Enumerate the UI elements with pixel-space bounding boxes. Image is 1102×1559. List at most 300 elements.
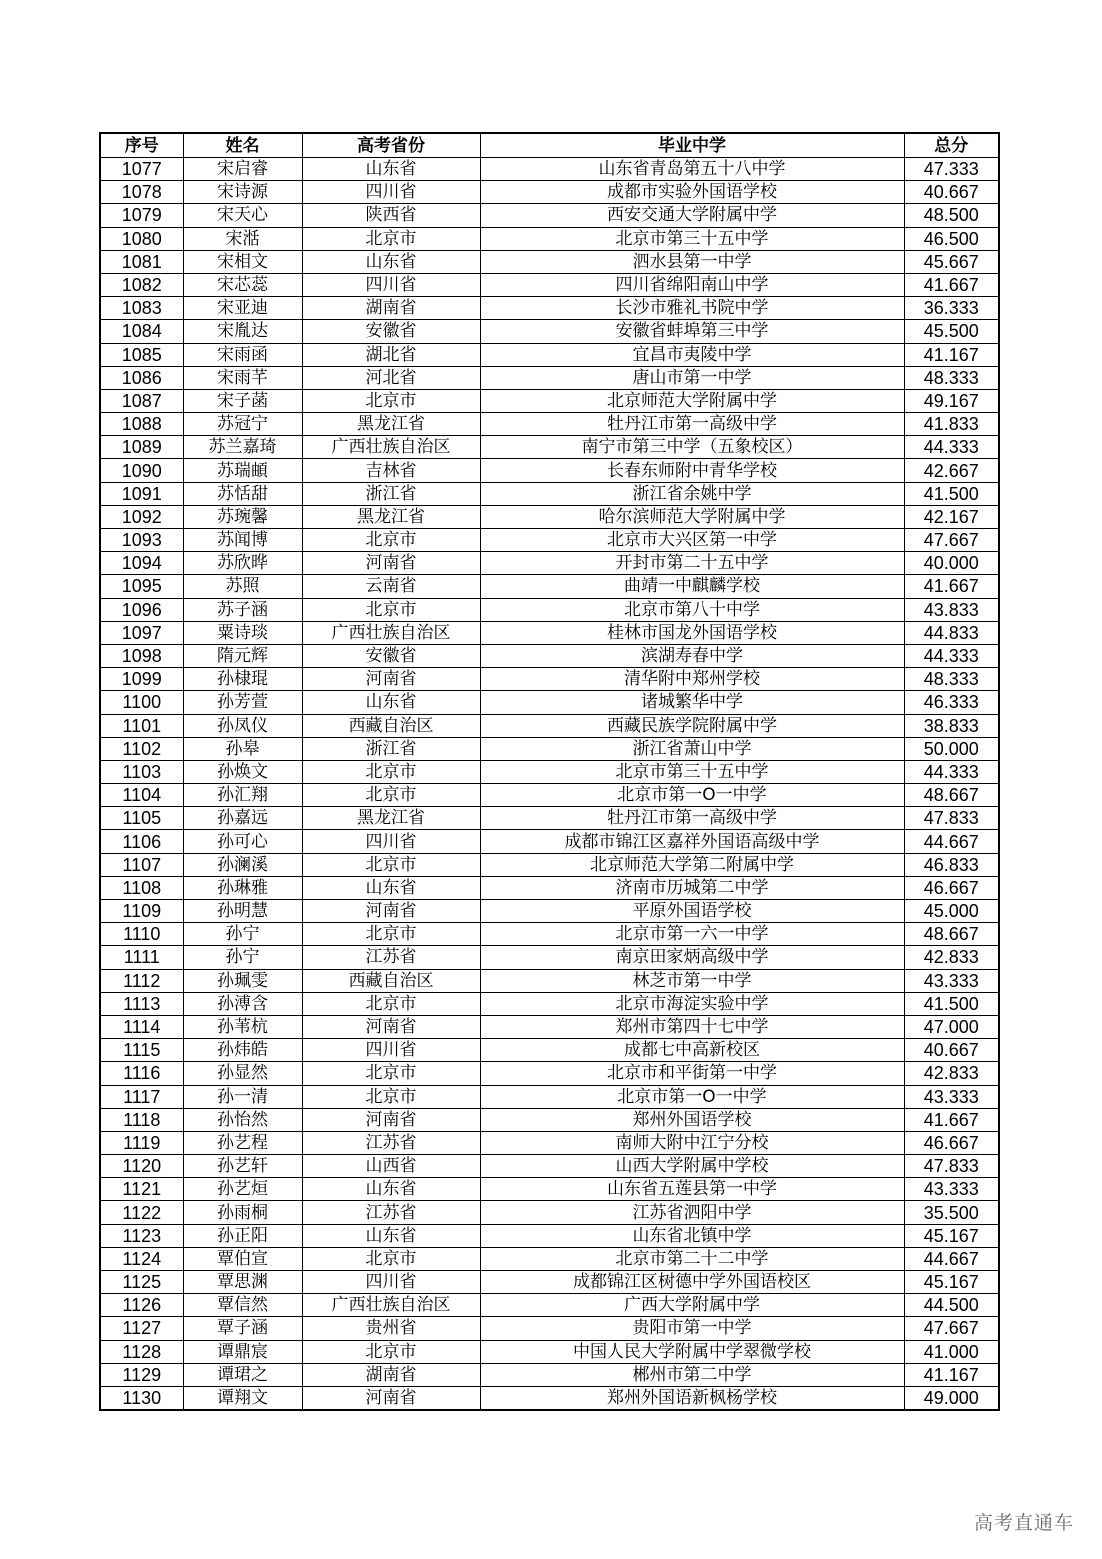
cell-province: 北京市 (302, 1085, 480, 1108)
table-row (100, 760, 999, 783)
cell-province: 山东省 (302, 1178, 480, 1201)
cell-name: 孙一清 (183, 1085, 302, 1108)
cell-province: 浙江省 (302, 482, 480, 505)
cell-school: 开封市第二十五中学 (480, 552, 904, 575)
cell-name: 孙琳雅 (183, 876, 302, 899)
cell-name: 孙棣琨 (183, 668, 302, 691)
cell-province: 江苏省 (302, 1131, 480, 1154)
table-row (100, 575, 999, 598)
cell-seq: 1088 (100, 413, 183, 436)
cell-seq: 1083 (100, 297, 183, 320)
table-row (100, 621, 999, 644)
cell-seq: 1126 (100, 1294, 183, 1317)
cell-school: 山东省北镇中学 (480, 1224, 904, 1247)
cell-province: 河北省 (302, 366, 480, 389)
cell-province: 广西壮族自治区 (302, 1294, 480, 1317)
cell-school: 长沙市雅礼书院中学 (480, 297, 904, 320)
cell-name: 孙珮雯 (183, 969, 302, 992)
cell-score: 41.000 (904, 1340, 999, 1363)
cell-province: 黑龙江省 (302, 505, 480, 528)
cell-school: 北京市第三十五中学 (480, 760, 904, 783)
cell-school: 成都七中高新校区 (480, 1039, 904, 1062)
cell-name: 宋雨函 (183, 343, 302, 366)
cell-name: 宋胤达 (183, 320, 302, 343)
cell-province: 黑龙江省 (302, 807, 480, 830)
cell-name: 孙皋 (183, 737, 302, 760)
cell-score: 40.000 (904, 552, 999, 575)
cell-name: 宋相文 (183, 250, 302, 273)
cell-seq: 1078 (100, 181, 183, 204)
cell-province: 北京市 (302, 923, 480, 946)
cell-seq: 1128 (100, 1340, 183, 1363)
cell-name: 孙怡然 (183, 1108, 302, 1131)
cell-seq: 1085 (100, 343, 183, 366)
cell-score: 46.833 (904, 853, 999, 876)
table-row (100, 784, 999, 807)
table-row (100, 343, 999, 366)
cell-name: 谭翔文 (183, 1386, 302, 1410)
cell-school: 贵阳市第一中学 (480, 1317, 904, 1340)
cell-school: 哈尔滨师范大学附属中学 (480, 505, 904, 528)
table-row (100, 900, 999, 923)
cell-score: 47.667 (904, 1317, 999, 1340)
cell-name: 孙明慧 (183, 900, 302, 923)
cell-seq: 1107 (100, 853, 183, 876)
cell-province: 山东省 (302, 250, 480, 273)
cell-school: 滨湖寿春中学 (480, 644, 904, 667)
cell-name: 苏欣晔 (183, 552, 302, 575)
cell-score: 44.333 (904, 760, 999, 783)
cell-seq: 1077 (100, 158, 183, 181)
cell-score: 43.333 (904, 1178, 999, 1201)
cell-seq: 1117 (100, 1085, 183, 1108)
cell-seq: 1103 (100, 760, 183, 783)
cell-score: 42.833 (904, 946, 999, 969)
cell-score: 48.333 (904, 668, 999, 691)
cell-seq: 1129 (100, 1363, 183, 1386)
cell-school: 安徽省蚌埠第三中学 (480, 320, 904, 343)
cell-seq: 1113 (100, 992, 183, 1015)
table-row (100, 1386, 999, 1410)
cell-school: 山东省五莲县第一中学 (480, 1178, 904, 1201)
cell-province: 北京市 (302, 784, 480, 807)
cell-school: 江苏省泗阳中学 (480, 1201, 904, 1224)
cell-score: 47.667 (904, 529, 999, 552)
table-row (100, 969, 999, 992)
cell-score: 44.667 (904, 1247, 999, 1270)
cell-name: 宋天心 (183, 204, 302, 227)
cell-school: 唐山市第一中学 (480, 366, 904, 389)
cell-score: 47.833 (904, 807, 999, 830)
cell-score: 41.833 (904, 413, 999, 436)
cell-score: 46.333 (904, 691, 999, 714)
cell-name: 苏瑞頔 (183, 459, 302, 482)
table-row (100, 737, 999, 760)
table-row (100, 436, 999, 459)
cell-name: 宋子菡 (183, 389, 302, 412)
cell-school: 郑州外国语新枫杨学校 (480, 1386, 904, 1410)
cell-name: 孙炜皓 (183, 1039, 302, 1062)
cell-school: 成都市实验外国语学校 (480, 181, 904, 204)
table-row (100, 366, 999, 389)
cell-province: 北京市 (302, 853, 480, 876)
table-header (100, 133, 999, 158)
cell-province: 北京市 (302, 992, 480, 1015)
table-row (100, 297, 999, 320)
table-row (100, 668, 999, 691)
cell-school: 浙江省萧山中学 (480, 737, 904, 760)
cell-seq: 1122 (100, 1201, 183, 1224)
cell-seq: 1119 (100, 1131, 183, 1154)
cell-seq: 1105 (100, 807, 183, 830)
cell-score: 40.667 (904, 181, 999, 204)
cell-name: 宋雨芊 (183, 366, 302, 389)
cell-province: 广西壮族自治区 (302, 436, 480, 459)
cell-province: 山东省 (302, 691, 480, 714)
cell-seq: 1093 (100, 529, 183, 552)
cell-school: 林芝市第一中学 (480, 969, 904, 992)
cell-school: 桂林市国龙外国语学校 (480, 621, 904, 644)
cell-province: 山西省 (302, 1155, 480, 1178)
cell-school: 郑州外国语学校 (480, 1108, 904, 1131)
cell-seq: 1109 (100, 900, 183, 923)
cell-name: 隋元辉 (183, 644, 302, 667)
table-row (100, 644, 999, 667)
table-row (100, 529, 999, 552)
cell-school: 清华附中郑州学校 (480, 668, 904, 691)
table-row (100, 413, 999, 436)
cell-name: 宋启睿 (183, 158, 302, 181)
cell-school: 中国人民大学附属中学翠微学校 (480, 1340, 904, 1363)
cell-province: 湖南省 (302, 297, 480, 320)
score-table (99, 132, 1000, 1411)
cell-school: 浙江省余姚中学 (480, 482, 904, 505)
header-province: 高考省份 (302, 133, 480, 158)
cell-school: 山西大学附属中学校 (480, 1155, 904, 1178)
cell-score: 47.000 (904, 1015, 999, 1038)
table-row (100, 1155, 999, 1178)
table-row (100, 320, 999, 343)
cell-province: 四川省 (302, 1039, 480, 1062)
cell-name: 宋湉 (183, 227, 302, 250)
cell-name: 孙焕文 (183, 760, 302, 783)
table-row (100, 1340, 999, 1363)
cell-name: 苏子涵 (183, 598, 302, 621)
table-row (100, 1015, 999, 1038)
cell-school: 北京师范大学附属中学 (480, 389, 904, 412)
table-row (100, 227, 999, 250)
table-row (100, 1201, 999, 1224)
cell-province: 陕西省 (302, 204, 480, 227)
table-row (100, 204, 999, 227)
cell-name: 宋诗源 (183, 181, 302, 204)
cell-seq: 1100 (100, 691, 183, 714)
cell-score: 41.167 (904, 343, 999, 366)
cell-score: 50.000 (904, 737, 999, 760)
cell-province: 北京市 (302, 1062, 480, 1085)
cell-province: 四川省 (302, 1271, 480, 1294)
cell-province: 湖南省 (302, 1363, 480, 1386)
cell-name: 孙汇翔 (183, 784, 302, 807)
cell-name: 苏恬甜 (183, 482, 302, 505)
cell-score: 45.167 (904, 1271, 999, 1294)
cell-province: 河南省 (302, 668, 480, 691)
cell-province: 云南省 (302, 575, 480, 598)
cell-name: 宋亚迪 (183, 297, 302, 320)
cell-score: 40.667 (904, 1039, 999, 1062)
table-row (100, 992, 999, 1015)
cell-score: 46.500 (904, 227, 999, 250)
cell-name: 孙雨桐 (183, 1201, 302, 1224)
table-row (100, 923, 999, 946)
cell-score: 45.167 (904, 1224, 999, 1247)
cell-province: 西藏自治区 (302, 969, 480, 992)
cell-name: 苏冠宁 (183, 413, 302, 436)
header-name: 姓名 (183, 133, 302, 158)
cell-province: 贵州省 (302, 1317, 480, 1340)
cell-school: 泗水县第一中学 (480, 250, 904, 273)
cell-province: 江苏省 (302, 1201, 480, 1224)
cell-seq: 1130 (100, 1386, 183, 1410)
cell-name: 孙溥含 (183, 992, 302, 1015)
cell-name: 孙宁 (183, 946, 302, 969)
cell-score: 42.167 (904, 505, 999, 528)
cell-school: 北京师范大学第二附属中学 (480, 853, 904, 876)
table-row (100, 181, 999, 204)
cell-score: 43.333 (904, 969, 999, 992)
cell-province: 广西壮族自治区 (302, 621, 480, 644)
cell-school: 北京市第二十二中学 (480, 1247, 904, 1270)
cell-school: 西安交通大学附属中学 (480, 204, 904, 227)
cell-school: 宜昌市夷陵中学 (480, 343, 904, 366)
cell-province: 河南省 (302, 900, 480, 923)
table-row (100, 946, 999, 969)
table-row (100, 1131, 999, 1154)
cell-name: 孙艺轩 (183, 1155, 302, 1178)
cell-school: 成都市锦江区嘉祥外国语高级中学 (480, 830, 904, 853)
table-row (100, 1108, 999, 1131)
cell-name: 孙澜溪 (183, 853, 302, 876)
cell-name: 苏琬馨 (183, 505, 302, 528)
cell-school: 广西大学附属中学 (480, 1294, 904, 1317)
cell-name: 覃伯宣 (183, 1247, 302, 1270)
cell-school: 山东省青岛第五十八中学 (480, 158, 904, 181)
cell-name: 孙嘉远 (183, 807, 302, 830)
cell-seq: 1097 (100, 621, 183, 644)
cell-score: 43.333 (904, 1085, 999, 1108)
cell-province: 北京市 (302, 598, 480, 621)
table-row (100, 1039, 999, 1062)
cell-province: 北京市 (302, 529, 480, 552)
cell-province: 北京市 (302, 227, 480, 250)
table-row (100, 1271, 999, 1294)
cell-name: 孙芳萱 (183, 691, 302, 714)
cell-score: 48.333 (904, 366, 999, 389)
cell-score: 43.833 (904, 598, 999, 621)
cell-seq: 1081 (100, 250, 183, 273)
cell-score: 48.667 (904, 923, 999, 946)
cell-school: 牡丹江市第一高级中学 (480, 807, 904, 830)
cell-score: 41.667 (904, 273, 999, 296)
cell-name: 谭鼎宸 (183, 1340, 302, 1363)
cell-seq: 1084 (100, 320, 183, 343)
cell-name: 孙显然 (183, 1062, 302, 1085)
cell-province: 山东省 (302, 158, 480, 181)
cell-seq: 1104 (100, 784, 183, 807)
cell-seq: 1101 (100, 714, 183, 737)
cell-province: 四川省 (302, 273, 480, 296)
cell-score: 42.667 (904, 459, 999, 482)
cell-score: 35.500 (904, 1201, 999, 1224)
table-row (100, 1178, 999, 1201)
cell-province: 吉林省 (302, 459, 480, 482)
cell-seq: 1115 (100, 1039, 183, 1062)
cell-school: 曲靖一中麒麟学校 (480, 575, 904, 598)
cell-school: 南京田家炳高级中学 (480, 946, 904, 969)
cell-seq: 1102 (100, 737, 183, 760)
cell-province: 北京市 (302, 1247, 480, 1270)
table-row (100, 1085, 999, 1108)
cell-seq: 1120 (100, 1155, 183, 1178)
cell-province: 北京市 (302, 760, 480, 783)
cell-province: 江苏省 (302, 946, 480, 969)
table-row (100, 714, 999, 737)
table-row (100, 250, 999, 273)
cell-score: 47.333 (904, 158, 999, 181)
cell-province: 四川省 (302, 181, 480, 204)
table-body (100, 158, 999, 1411)
cell-score: 41.167 (904, 1363, 999, 1386)
table-row (100, 807, 999, 830)
cell-score: 49.000 (904, 1386, 999, 1410)
cell-school: 平原外国语学校 (480, 900, 904, 923)
cell-school: 北京市第一O一中学 (480, 784, 904, 807)
cell-seq: 1118 (100, 1108, 183, 1131)
cell-province: 湖北省 (302, 343, 480, 366)
table-row (100, 1317, 999, 1340)
cell-seq: 1082 (100, 273, 183, 296)
table-row (100, 552, 999, 575)
cell-school: 北京市第三十五中学 (480, 227, 904, 250)
cell-school: 成都锦江区树德中学外国语校区 (480, 1271, 904, 1294)
cell-school: 北京市大兴区第一中学 (480, 529, 904, 552)
cell-seq: 1079 (100, 204, 183, 227)
watermark-text: 高考直通车 (973, 1512, 1074, 1534)
table-row (100, 273, 999, 296)
cell-province: 黑龙江省 (302, 413, 480, 436)
header-school: 毕业中学 (480, 133, 904, 158)
cell-score: 41.667 (904, 575, 999, 598)
cell-school: 南师大附中江宁分校 (480, 1131, 904, 1154)
cell-name: 孙艺烜 (183, 1178, 302, 1201)
cell-name: 孙正阳 (183, 1224, 302, 1247)
cell-score: 44.333 (904, 436, 999, 459)
cell-seq: 1108 (100, 876, 183, 899)
cell-province: 山东省 (302, 876, 480, 899)
table-row (100, 505, 999, 528)
cell-seq: 1112 (100, 969, 183, 992)
cell-seq: 1125 (100, 1271, 183, 1294)
cell-province: 北京市 (302, 1340, 480, 1363)
cell-province: 河南省 (302, 552, 480, 575)
cell-seq: 1114 (100, 1015, 183, 1038)
table-row (100, 1224, 999, 1247)
cell-score: 36.333 (904, 297, 999, 320)
cell-seq: 1095 (100, 575, 183, 598)
cell-school: 四川省绵阳南山中学 (480, 273, 904, 296)
cell-province: 河南省 (302, 1015, 480, 1038)
cell-name: 孙苇杭 (183, 1015, 302, 1038)
cell-score: 41.500 (904, 482, 999, 505)
cell-name: 苏闻博 (183, 529, 302, 552)
cell-province: 安徽省 (302, 644, 480, 667)
cell-seq: 1106 (100, 830, 183, 853)
table-row (100, 389, 999, 412)
cell-score: 41.500 (904, 992, 999, 1015)
cell-seq: 1096 (100, 598, 183, 621)
cell-school: 长春东师附中青华学校 (480, 459, 904, 482)
table-row (100, 482, 999, 505)
cell-name: 覃信然 (183, 1294, 302, 1317)
table-row (100, 853, 999, 876)
cell-seq: 1086 (100, 366, 183, 389)
header-seq: 序号 (100, 133, 183, 158)
cell-score: 46.667 (904, 1131, 999, 1154)
cell-seq: 1080 (100, 227, 183, 250)
cell-name: 孙可心 (183, 830, 302, 853)
cell-school: 北京市海淀实验中学 (480, 992, 904, 1015)
cell-name: 粟诗琰 (183, 621, 302, 644)
cell-school: 南宁市第三中学（五象校区） (480, 436, 904, 459)
cell-seq: 1089 (100, 436, 183, 459)
cell-score: 38.833 (904, 714, 999, 737)
cell-province: 北京市 (302, 389, 480, 412)
cell-school: 北京市第一O一中学 (480, 1085, 904, 1108)
cell-school: 北京市第八十中学 (480, 598, 904, 621)
cell-province: 西藏自治区 (302, 714, 480, 737)
cell-name: 孙宁 (183, 923, 302, 946)
cell-province: 河南省 (302, 1108, 480, 1131)
cell-province: 浙江省 (302, 737, 480, 760)
cell-school: 牡丹江市第一高级中学 (480, 413, 904, 436)
cell-name: 孙艺程 (183, 1131, 302, 1154)
cell-name: 宋芯蕊 (183, 273, 302, 296)
table-row (100, 1062, 999, 1085)
cell-seq: 1087 (100, 389, 183, 412)
cell-seq: 1121 (100, 1178, 183, 1201)
cell-school: 济南市历城第二中学 (480, 876, 904, 899)
cell-name: 孙凤仪 (183, 714, 302, 737)
table-row (100, 1294, 999, 1317)
cell-score: 46.667 (904, 876, 999, 899)
table-row (100, 459, 999, 482)
cell-seq: 1094 (100, 552, 183, 575)
cell-seq: 1111 (100, 946, 183, 969)
cell-province: 四川省 (302, 830, 480, 853)
cell-seq: 1124 (100, 1247, 183, 1270)
table-row (100, 1247, 999, 1270)
cell-school: 郴州市第二中学 (480, 1363, 904, 1386)
cell-school: 北京市和平街第一中学 (480, 1062, 904, 1085)
cell-seq: 1127 (100, 1317, 183, 1340)
header-score: 总分 (904, 133, 999, 158)
cell-score: 45.500 (904, 320, 999, 343)
cell-school: 北京市第一六一中学 (480, 923, 904, 946)
cell-seq: 1110 (100, 923, 183, 946)
cell-seq: 1098 (100, 644, 183, 667)
table-row (100, 598, 999, 621)
cell-score: 48.667 (904, 784, 999, 807)
